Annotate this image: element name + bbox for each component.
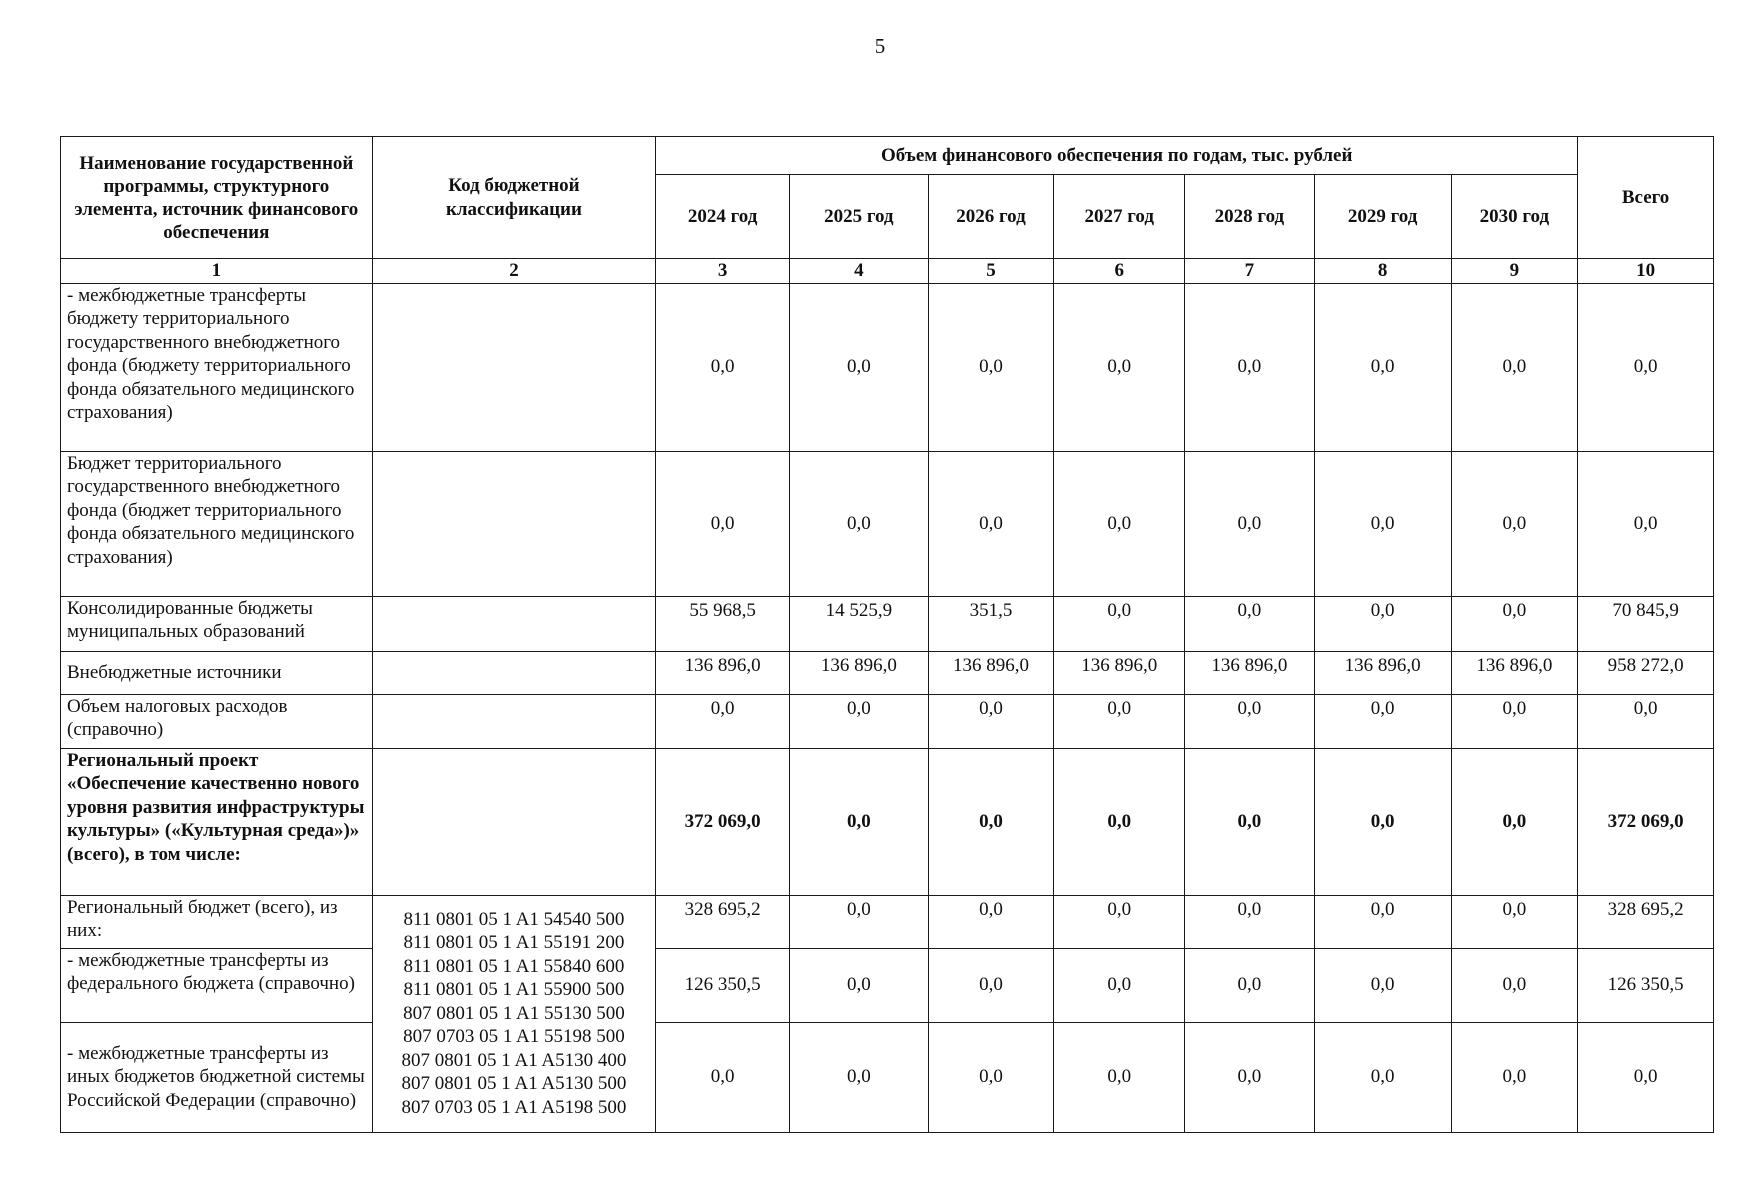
row-code [372,596,656,651]
header-year: 2029 год [1314,175,1451,259]
row-name: Бюджет территориального государственного внебюджетного фонда (бюджет территориального фонда обязательного медицинского страхования) [61,451,373,596]
value-cell: 0,0 [1054,1022,1185,1132]
value-cell: 0,0 [928,748,1054,895]
value-cell: 0,0 [1314,283,1451,451]
budget-code: 807 0801 05 1 A1 A5130 500 [401,1073,627,1095]
budget-code: 807 0801 05 1 A1 55130 500 [403,1002,625,1024]
budget-code: 807 0703 05 1 A1 55198 500 [403,1026,625,1048]
value-cell: 136 896,0 [1054,651,1185,694]
value-cell: 0,0 [1451,895,1578,948]
value-cell: 0,0 [656,283,790,451]
header-year: 2030 год [1451,175,1578,259]
value-cell: 0,0 [928,451,1054,596]
total-cell: 0,0 [1578,451,1714,596]
header-row-1 [61,137,1714,175]
column-number: 8 [1314,259,1451,284]
header-volume-group: Объем финансового обеспечения по годам, тыс. рублей [656,137,1578,175]
total-cell: 0,0 [1578,1022,1714,1132]
total-cell: 0,0 [1578,283,1714,451]
column-number: 5 [928,259,1054,284]
header-year: 2025 год [789,175,928,259]
value-cell: 0,0 [789,451,928,596]
value-cell: 0,0 [1314,596,1451,651]
value-cell: 0,0 [1451,283,1578,451]
budget-code: 811 0801 05 1 A1 55840 600 [403,955,625,977]
column-number: 3 [656,259,790,284]
row-code [372,651,656,694]
value-cell: 0,0 [1185,748,1315,895]
value-cell: 0,0 [1054,948,1185,1022]
value-cell: 0,0 [928,895,1054,948]
row-code [372,694,656,748]
header-year: 2027 год [1054,175,1185,259]
value-cell: 0,0 [1185,596,1315,651]
value-cell: 0,0 [928,694,1054,748]
page-number: 5 [874,34,886,58]
column-numbers-row [61,259,1714,284]
column-number: 4 [789,259,928,284]
value-cell: 0,0 [656,694,790,748]
table-row [61,1022,1714,1132]
table-row [61,694,1714,748]
value-cell: 0,0 [1185,1022,1315,1132]
row-name: Внебюджетные источники [61,651,373,694]
value-cell: 0,0 [1451,451,1578,596]
row-code [372,451,656,596]
header-year: 2024 год [656,175,790,259]
value-cell: 0,0 [789,948,928,1022]
row-name: - межбюджетные трансферты бюджету территориального государственного внебюджетного фонда (бюджету территориального фонда обязательного медицинского страхования) [61,283,373,451]
total-cell: 372 069,0 [1578,748,1714,895]
table-row [61,283,1714,451]
header-year: 2028 год [1185,175,1315,259]
budget-table [60,136,1714,1133]
value-cell: 0,0 [1054,748,1185,895]
column-number: 7 [1185,259,1315,284]
table-row [61,895,1714,948]
value-cell: 328 695,2 [656,895,790,948]
table-row [61,651,1714,694]
value-cell: 126 350,5 [656,948,790,1022]
value-cell: 0,0 [1314,694,1451,748]
value-cell: 0,0 [1054,694,1185,748]
value-cell: 55 968,5 [656,596,790,651]
total-cell: 70 845,9 [1578,596,1714,651]
value-cell: 0,0 [656,451,790,596]
row-code [372,283,656,451]
value-cell: 0,0 [789,694,928,748]
value-cell: 0,0 [1185,451,1315,596]
column-number: 9 [1451,259,1578,284]
value-cell: 0,0 [1054,895,1185,948]
value-cell: 136 896,0 [1185,651,1315,694]
value-cell: 0,0 [1314,948,1451,1022]
value-cell: 0,0 [1185,283,1315,451]
value-cell: 0,0 [1185,948,1315,1022]
merged-code-cell [372,895,656,1132]
header-year: 2026 год [928,175,1054,259]
row-name: Региональный проект «Обеспечение качественно нового уровня развития инфраструктуры культуры» («Культурная среда»)» (всего), в том числе: [61,748,373,895]
total-cell: 958 272,0 [1578,651,1714,694]
value-cell: 0,0 [1451,748,1578,895]
value-cell: 0,0 [1054,451,1185,596]
column-number: 2 [372,259,656,284]
value-cell: 0,0 [1451,1022,1578,1132]
value-cell: 372 069,0 [656,748,790,895]
value-cell: 0,0 [928,948,1054,1022]
table-row [61,748,1714,895]
table-row [61,948,1714,1022]
row-name: - межбюджетные трансферты из иных бюджетов бюджетной системы Российской Федерации (справочно) [61,1022,373,1132]
row-name: - межбюджетные трансферты из федерального бюджета (справочно) [61,948,373,1022]
value-cell: 0,0 [1451,596,1578,651]
value-cell: 136 896,0 [1314,651,1451,694]
value-cell: 136 896,0 [656,651,790,694]
row-name: Объем налоговых расходов (справочно) [61,694,373,748]
value-cell: 14 525,9 [789,596,928,651]
table-row [61,596,1714,651]
value-cell: 0,0 [1054,283,1185,451]
total-cell: 126 350,5 [1578,948,1714,1022]
value-cell: 351,5 [928,596,1054,651]
column-number: 10 [1578,259,1714,284]
budget-code: 807 0703 05 1 A1 A5198 500 [401,1096,627,1118]
table-row [61,451,1714,596]
value-cell: 0,0 [928,283,1054,451]
column-number: 1 [61,259,373,284]
total-cell: 0,0 [1578,694,1714,748]
value-cell: 0,0 [789,748,928,895]
value-cell: 136 896,0 [789,651,928,694]
value-cell: 0,0 [789,1022,928,1132]
header-name-column: Наименование государственной программы, структурного элемента, источник финансового обеспечения [61,137,373,259]
budget-code: 811 0801 05 1 A1 54540 500 [403,908,625,930]
value-cell: 0,0 [1314,451,1451,596]
budget-code: 807 0801 05 1 A1 A5130 400 [401,1049,627,1071]
header-total-column: Всего [1578,137,1714,259]
value-cell: 0,0 [1185,694,1315,748]
value-cell: 0,0 [1054,596,1185,651]
value-cell: 0,0 [928,1022,1054,1132]
value-cell: 0,0 [1451,948,1578,1022]
value-cell: 0,0 [789,895,928,948]
value-cell: 0,0 [1451,694,1578,748]
value-cell: 0,0 [789,283,928,451]
budget-code: 811 0801 05 1 A1 55900 500 [403,979,625,1001]
total-cell: 328 695,2 [1578,895,1714,948]
value-cell: 0,0 [1314,1022,1451,1132]
value-cell: 0,0 [1185,895,1315,948]
value-cell: 0,0 [656,1022,790,1132]
value-cell: 0,0 [1314,748,1451,895]
column-number: 6 [1054,259,1185,284]
value-cell: 0,0 [1314,895,1451,948]
value-cell: 136 896,0 [1451,651,1578,694]
row-name: Региональный бюджет (всего), из них: [61,895,373,948]
row-code [372,748,656,895]
row-name: Консолидированные бюджеты муниципальных образований [61,596,373,651]
header-code-column: Код бюджетной классификации [372,137,656,259]
value-cell: 136 896,0 [928,651,1054,694]
budget-code: 811 0801 05 1 A1 55191 200 [403,932,625,954]
